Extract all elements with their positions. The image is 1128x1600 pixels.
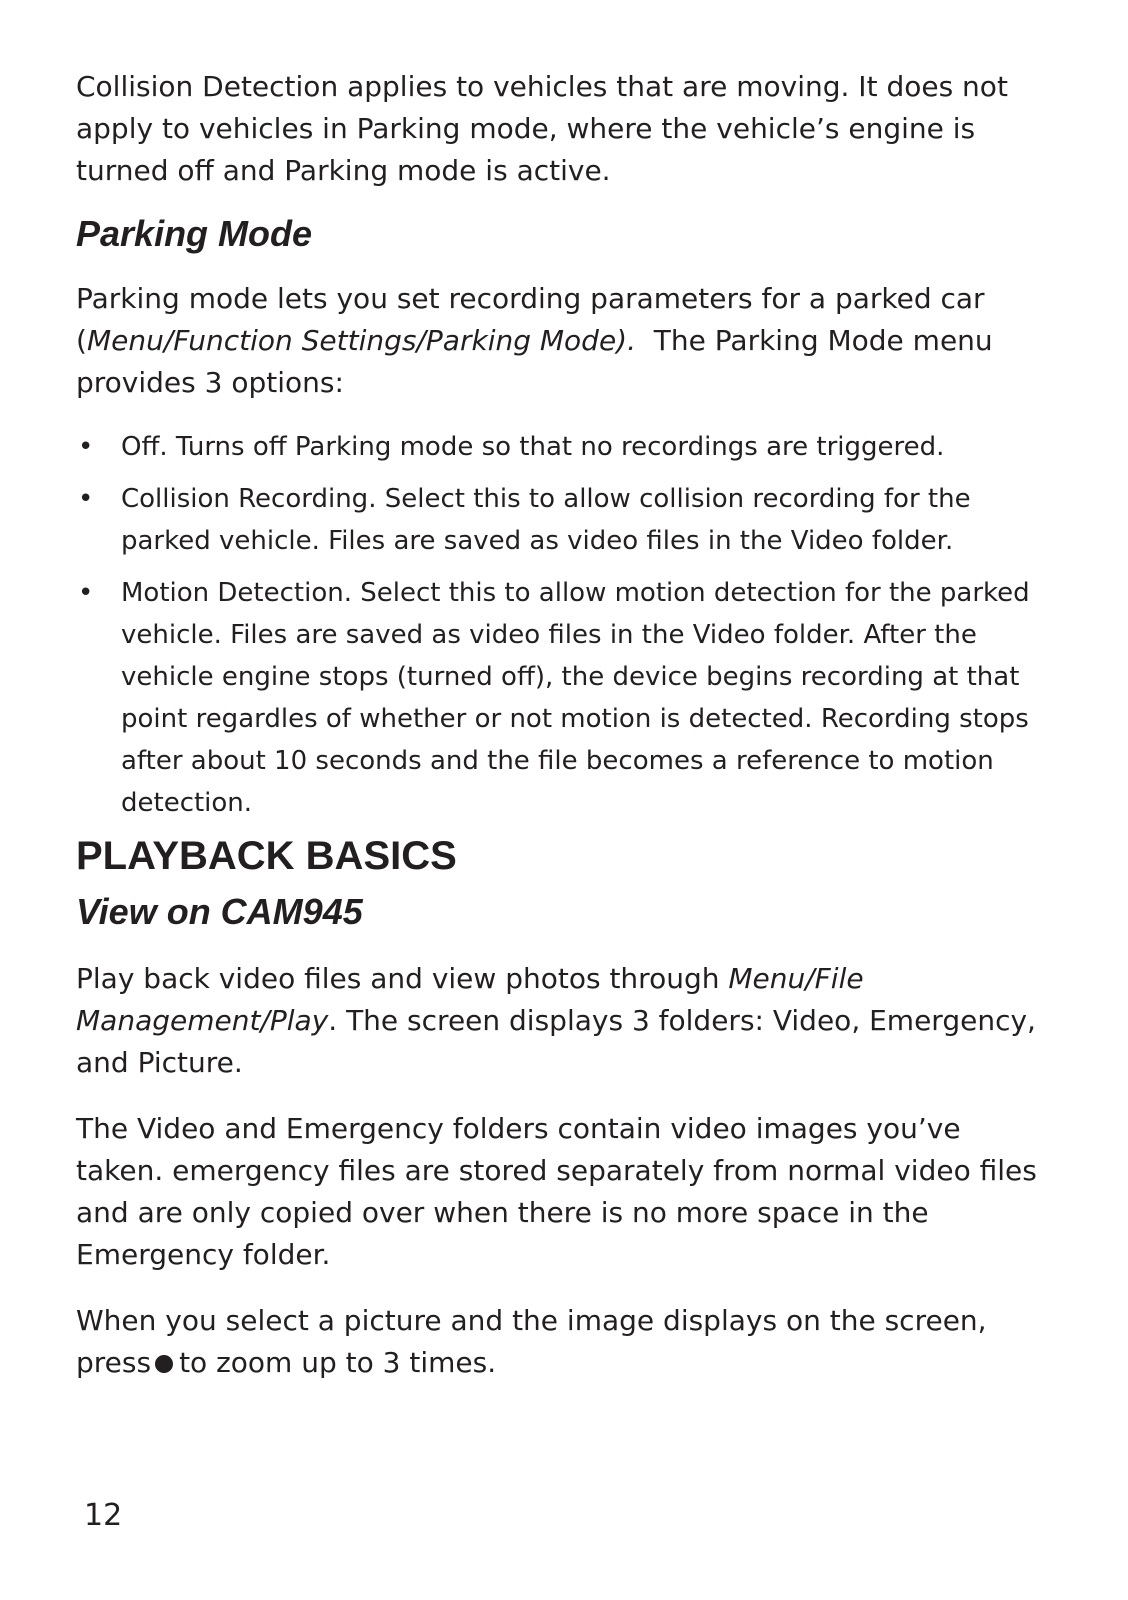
- option-off-text: Off. Turns off Parking mode so that no recordings are triggered.: [121, 432, 945, 462]
- list-item: [76, 572, 1046, 824]
- parking-mode-text-start: Parking mode lets you set recording parameters for a parked car (: [76, 282, 985, 357]
- option-motion-detection-text: Motion Detection. Select this to allow motion detection for the parked vehicle. Files are saved as video files in the Video folder. After the vehicle engine stops (turned off), the device begins recording at that point regardles of whether or not motion is detected. Recording stops after about 10 seconds and the file becomes a reference to motion detection.: [121, 578, 1030, 818]
- parking-mode-heading: Parking Mode: [76, 213, 313, 254]
- bullet-icon: •: [78, 432, 94, 462]
- intro-paragraph: Collision Detection applies to vehicles that are moving. It does not apply to vehicles in Parking mode, where the vehicle’s engine is turned off and Parking mode is active.: [76, 70, 1008, 187]
- ok-button-dot-icon: [155, 1355, 173, 1373]
- playback-p1-text-start: Play back video files and view photos through: [76, 962, 729, 995]
- playback-menu-path: Menu/File Management/Play: [76, 962, 864, 1037]
- page-number: 12: [84, 1498, 123, 1533]
- option-collision-recording-text: Collision Recording. Select this to allow collision recording for the parked vehicle. Files are saved as video files in the Video folder.: [121, 484, 971, 556]
- bullet-icon: •: [78, 484, 94, 514]
- playback-paragraph-3: [76, 1300, 1046, 1384]
- playback-p3-text-start: When you select a picture and the image displays on the screen, press: [76, 1304, 987, 1379]
- manual-page: [76, 66, 1046, 1384]
- view-on-cam945-heading: View on CAM945: [76, 891, 363, 932]
- playback-p3-text-end: to zoom up to 3 times.: [179, 1346, 497, 1379]
- list-item: [76, 478, 1046, 562]
- playback-p1-text-end: . The screen displays 3 folders: Video, Emergency, and Picture.: [76, 1004, 1036, 1079]
- parking-mode-menu-path: Menu/Function Settings/Parking Mode).: [86, 324, 636, 357]
- playback-paragraph-2: The Video and Emergency folders contain video images you’ve taken. emergency files are stored separately from normal video files and are only copied over when there is no more space in the Emergency folder.: [76, 1112, 1037, 1271]
- bullet-icon: •: [78, 578, 94, 608]
- list-item: [76, 426, 1046, 468]
- playback-basics-heading: PLAYBACK BASICS: [76, 834, 457, 878]
- parking-mode-options-list: [76, 426, 1046, 824]
- parking-mode-paragraph: [76, 278, 1046, 404]
- parking-mode-text-end: The Parking Mode menu provides 3 options:: [76, 324, 1002, 399]
- playback-paragraph-1: [76, 958, 1046, 1084]
